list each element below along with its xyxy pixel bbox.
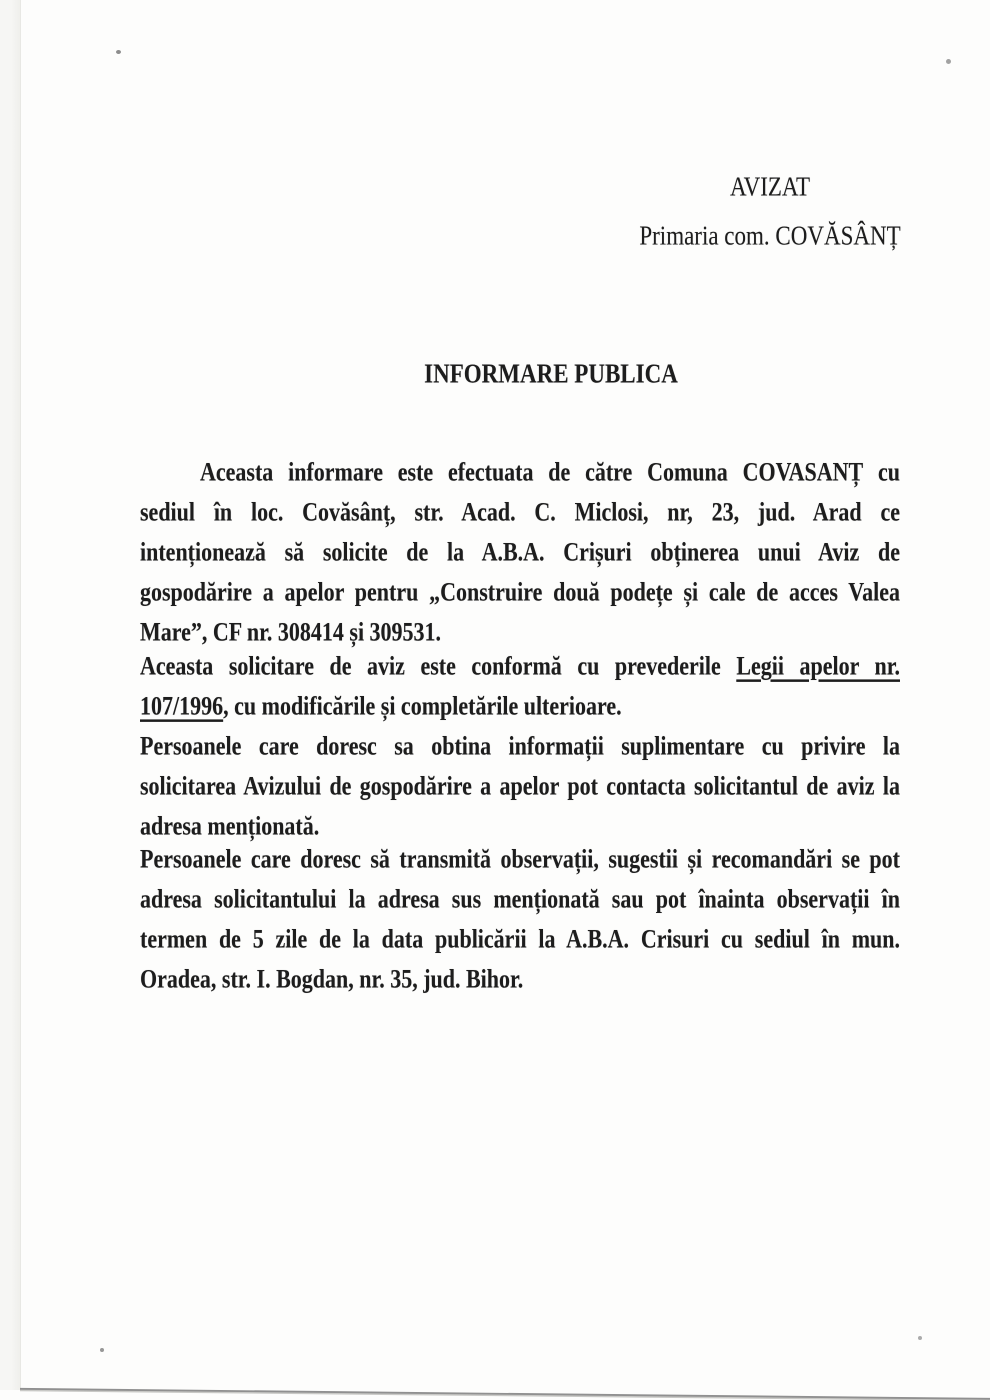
text-line: Mare”, CF nr. 308414 și 309531. bbox=[140, 616, 442, 647]
paragraph-contact-info bbox=[140, 726, 900, 846]
text-line: Oradea, str. I. Bogdan, nr. 35, jud. Bihor. bbox=[140, 963, 524, 994]
underlined-law-reference: Legii apelor nr. bbox=[736, 650, 900, 681]
text-line: gospodărire a apelor pentru „Construire două podețe și cale de acces Valea bbox=[140, 576, 900, 607]
paragraph-legal-basis bbox=[140, 646, 900, 726]
approval-status: AVIZAT bbox=[729, 171, 811, 202]
text-line: adresa menționată. bbox=[140, 810, 320, 841]
text-line: sediul în loc. Covăsânț, str. Acad. C. Miclosi, nr, 23, jud. Arad ce bbox=[140, 496, 900, 527]
scan-edge-strip bbox=[0, 0, 21, 1390]
underlined-law-reference: 107/1996 bbox=[140, 690, 224, 721]
text-line: Persoanele care doresc să transmită observații, sugestii și recomandări se pot bbox=[140, 843, 900, 874]
approval-authority: Primaria com. COVĂSÂNȚ bbox=[639, 220, 901, 251]
document-title: INFORMARE PUBLICA bbox=[424, 358, 678, 389]
text-line: termen de 5 zile de la data publicării la A.B.A. Crisuri cu sediul în mun. bbox=[140, 923, 900, 954]
text-segment: Aceasta solicitare de aviz este conformă cu prevederile bbox=[140, 650, 737, 681]
approval-block bbox=[620, 171, 920, 251]
scan-speck bbox=[116, 50, 121, 54]
text-line: intenționează să solicite de la A.B.A. Crișuri obținerea unui Aviz de bbox=[140, 536, 900, 567]
text-line: solicitarea Avizului de gospodărire a apelor pot contacta solicitantul de aviz la bbox=[140, 770, 900, 801]
scan-speck bbox=[918, 1336, 922, 1340]
text-line: Persoanele care doresc sa obtina informații suplimentare cu privire la bbox=[140, 730, 900, 761]
paragraph-observations bbox=[140, 839, 900, 999]
text-line: adresa solicitantului la adresa sus menționată sau pot înainta observații în bbox=[140, 883, 900, 914]
scan-speck bbox=[100, 1348, 104, 1352]
text-segment: , cu modificările și completările ulterioare. bbox=[223, 690, 622, 721]
scan-speck bbox=[946, 59, 951, 64]
paragraph-intro bbox=[140, 452, 900, 652]
text-line: Aceasta informare este efectuata de către Comuna COVASANȚ cu bbox=[200, 456, 900, 487]
